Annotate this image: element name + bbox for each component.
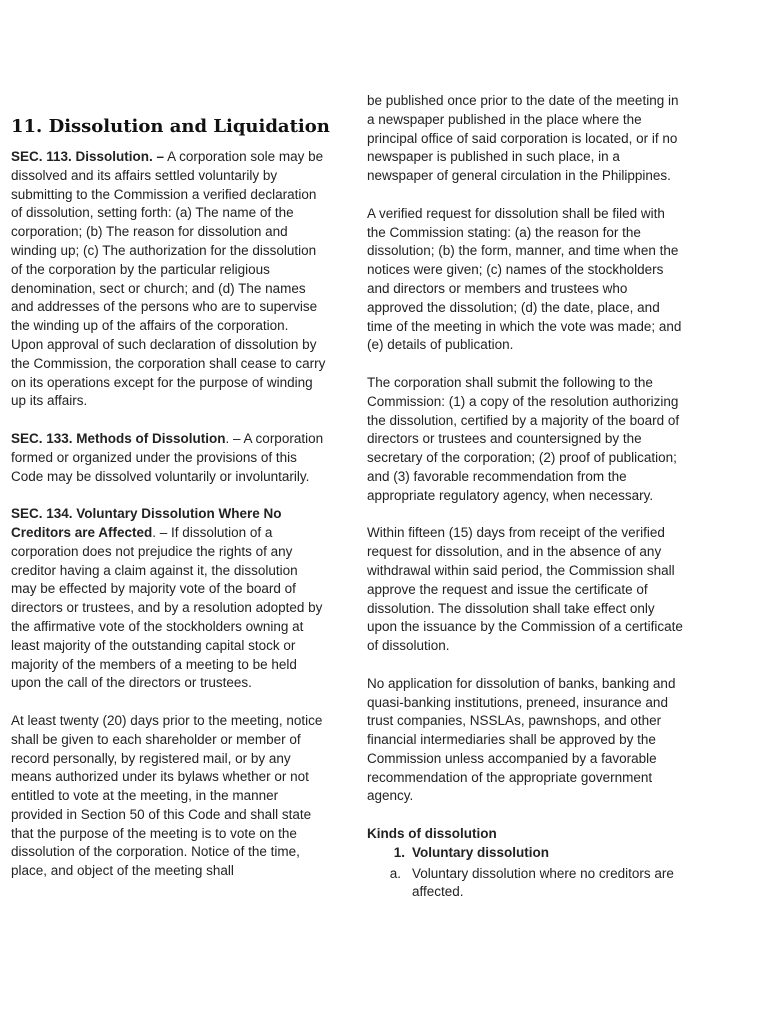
- spacer: [367, 186, 685, 205]
- notice-paragraph: At least twenty (20) days prior to the meeting, notice shall be given to each shareholder or member of record personally, by registered mail, or by any means authorized under its bylaws whether or not entitled to vote at the meeting, in the manner provided in Section 50 of this Code and shall state that the purpose of the meeting is to vote on the dissolution of the corporation. Notice of the time, place, and object of the meeting shall: [11, 712, 323, 879]
- spacer: [11, 411, 326, 430]
- spacer: [367, 355, 685, 374]
- left-column: [11, 148, 326, 881]
- spacer: [367, 806, 685, 825]
- sec-133-paragraph: [11, 430, 326, 486]
- kinds-title: [367, 825, 685, 844]
- spacer: [367, 506, 685, 525]
- publication-continuation-paragraph: be published once prior to the date of the meeting in a newspaper published in the place where the principal office of said corporation is located, or if no newspaper is published in such place, in a newspaper of general circulation in the Philippines.: [367, 93, 679, 184]
- spacer: [11, 486, 326, 505]
- sub-list-item: [367, 865, 685, 903]
- sec-134-paragraph: [11, 505, 326, 693]
- sec-113-text: A corporation sole may be dissolved and its affairs settled voluntarily by submitting to the Commission a verified declaration of dissolution, setting forth: (a) The name of the corporation; (b) The reason for dissolution and winding up; (c) The authorization for the dissolution of the corporation by the particular religious denomination, sect or church; and (d) The names and addresses of the persons who are to supervise the winding up of the affairs of the corporation.: [11, 149, 324, 334]
- sec-133-text: . – A corporation formed or organized under the provisions of this Code may be dissolved voluntarily or involuntarily.: [11, 430, 324, 484]
- sec-133-label: SEC. 133. Methods of Dissolution: [11, 430, 226, 446]
- sec-113-approval-paragraph: Upon approval of such declaration of dissolution by the Commission, the corporation shall cease to carry on its operations except for the purpose of winding up its affairs.: [11, 336, 326, 409]
- kinds-list: [367, 844, 685, 863]
- verified-request-paragraph: A verified request for dissolution shall be filed with the Commission stating: (a) the reason for the dissolution; (b) the form, manner, and time when the notices were given; (c) names of the stockholders and directors or members and trustees who approved the dissolution; (d) the date, place, and time of the meeting in which the vote was made; and (e) details of publication.: [367, 205, 682, 353]
- fifteen-days-paragraph: Within fifteen (15) days from receipt of the verified request for dissolution, and in the absence of any withdrawal within said period, the Commission shall approve the request and issue the certificate of dissolution. The dissolution shall take effect only upon the issuance by the Commission of a certificate of dissolution.: [367, 525, 683, 654]
- sec-113-label: SEC. 113. Dissolution. –: [11, 149, 165, 164]
- sub-list-item-text: Voluntary dissolution where no creditors are affected.: [412, 865, 674, 900]
- list-item-number: 1.: [393, 844, 405, 860]
- financial-institutions-paragraph: No application for dissolution of banks, banking and quasi-banking institutions, preneed, insurance and trust companies, NSSLAs, pawnshops, and other financial intermediaries shall be approved by the Commission unless accompanied by a favorable recommendation of the appropriate government agency.: [367, 675, 676, 804]
- kinds-title-text: Kinds of dissolution: [367, 826, 497, 842]
- submission-paragraph: The corporation shall submit the following to the Commission: (1) a copy of the resolution authorizing the dissolution, certified by a majority of the board of directors or trustees and countersigned by the secretary of the corporation; (2) proof of publication; and (3) favorable recommendation from the appropriate regulatory agency, when necessary.: [367, 374, 680, 503]
- right-column: [367, 92, 685, 902]
- list-item: [367, 844, 685, 863]
- sec-134-label: SEC. 134. Voluntary Dissolution Where No Creditors are Affected: [11, 506, 282, 540]
- spacer: [11, 693, 326, 712]
- sub-list-item-letter: a.: [389, 865, 401, 881]
- list-item-text: Voluntary dissolution: [412, 844, 550, 860]
- section-heading: 11. Dissolution and Liquidation: [11, 116, 330, 137]
- sec-134-text: . – If dissolution of a corporation does not prejudice the rights of any creditor having a claim against it, the dissolution may be effected by majority vote of the board of directors or trustees, and by a resolution adopted by the affirmative vote of the stockholders owning at least majority of the outstanding capital stock or majority of the members of a meeting to be held upon the call of the directors or trustees.: [11, 524, 323, 691]
- spacer: [367, 656, 685, 675]
- sec-113-paragraph: [11, 148, 326, 336]
